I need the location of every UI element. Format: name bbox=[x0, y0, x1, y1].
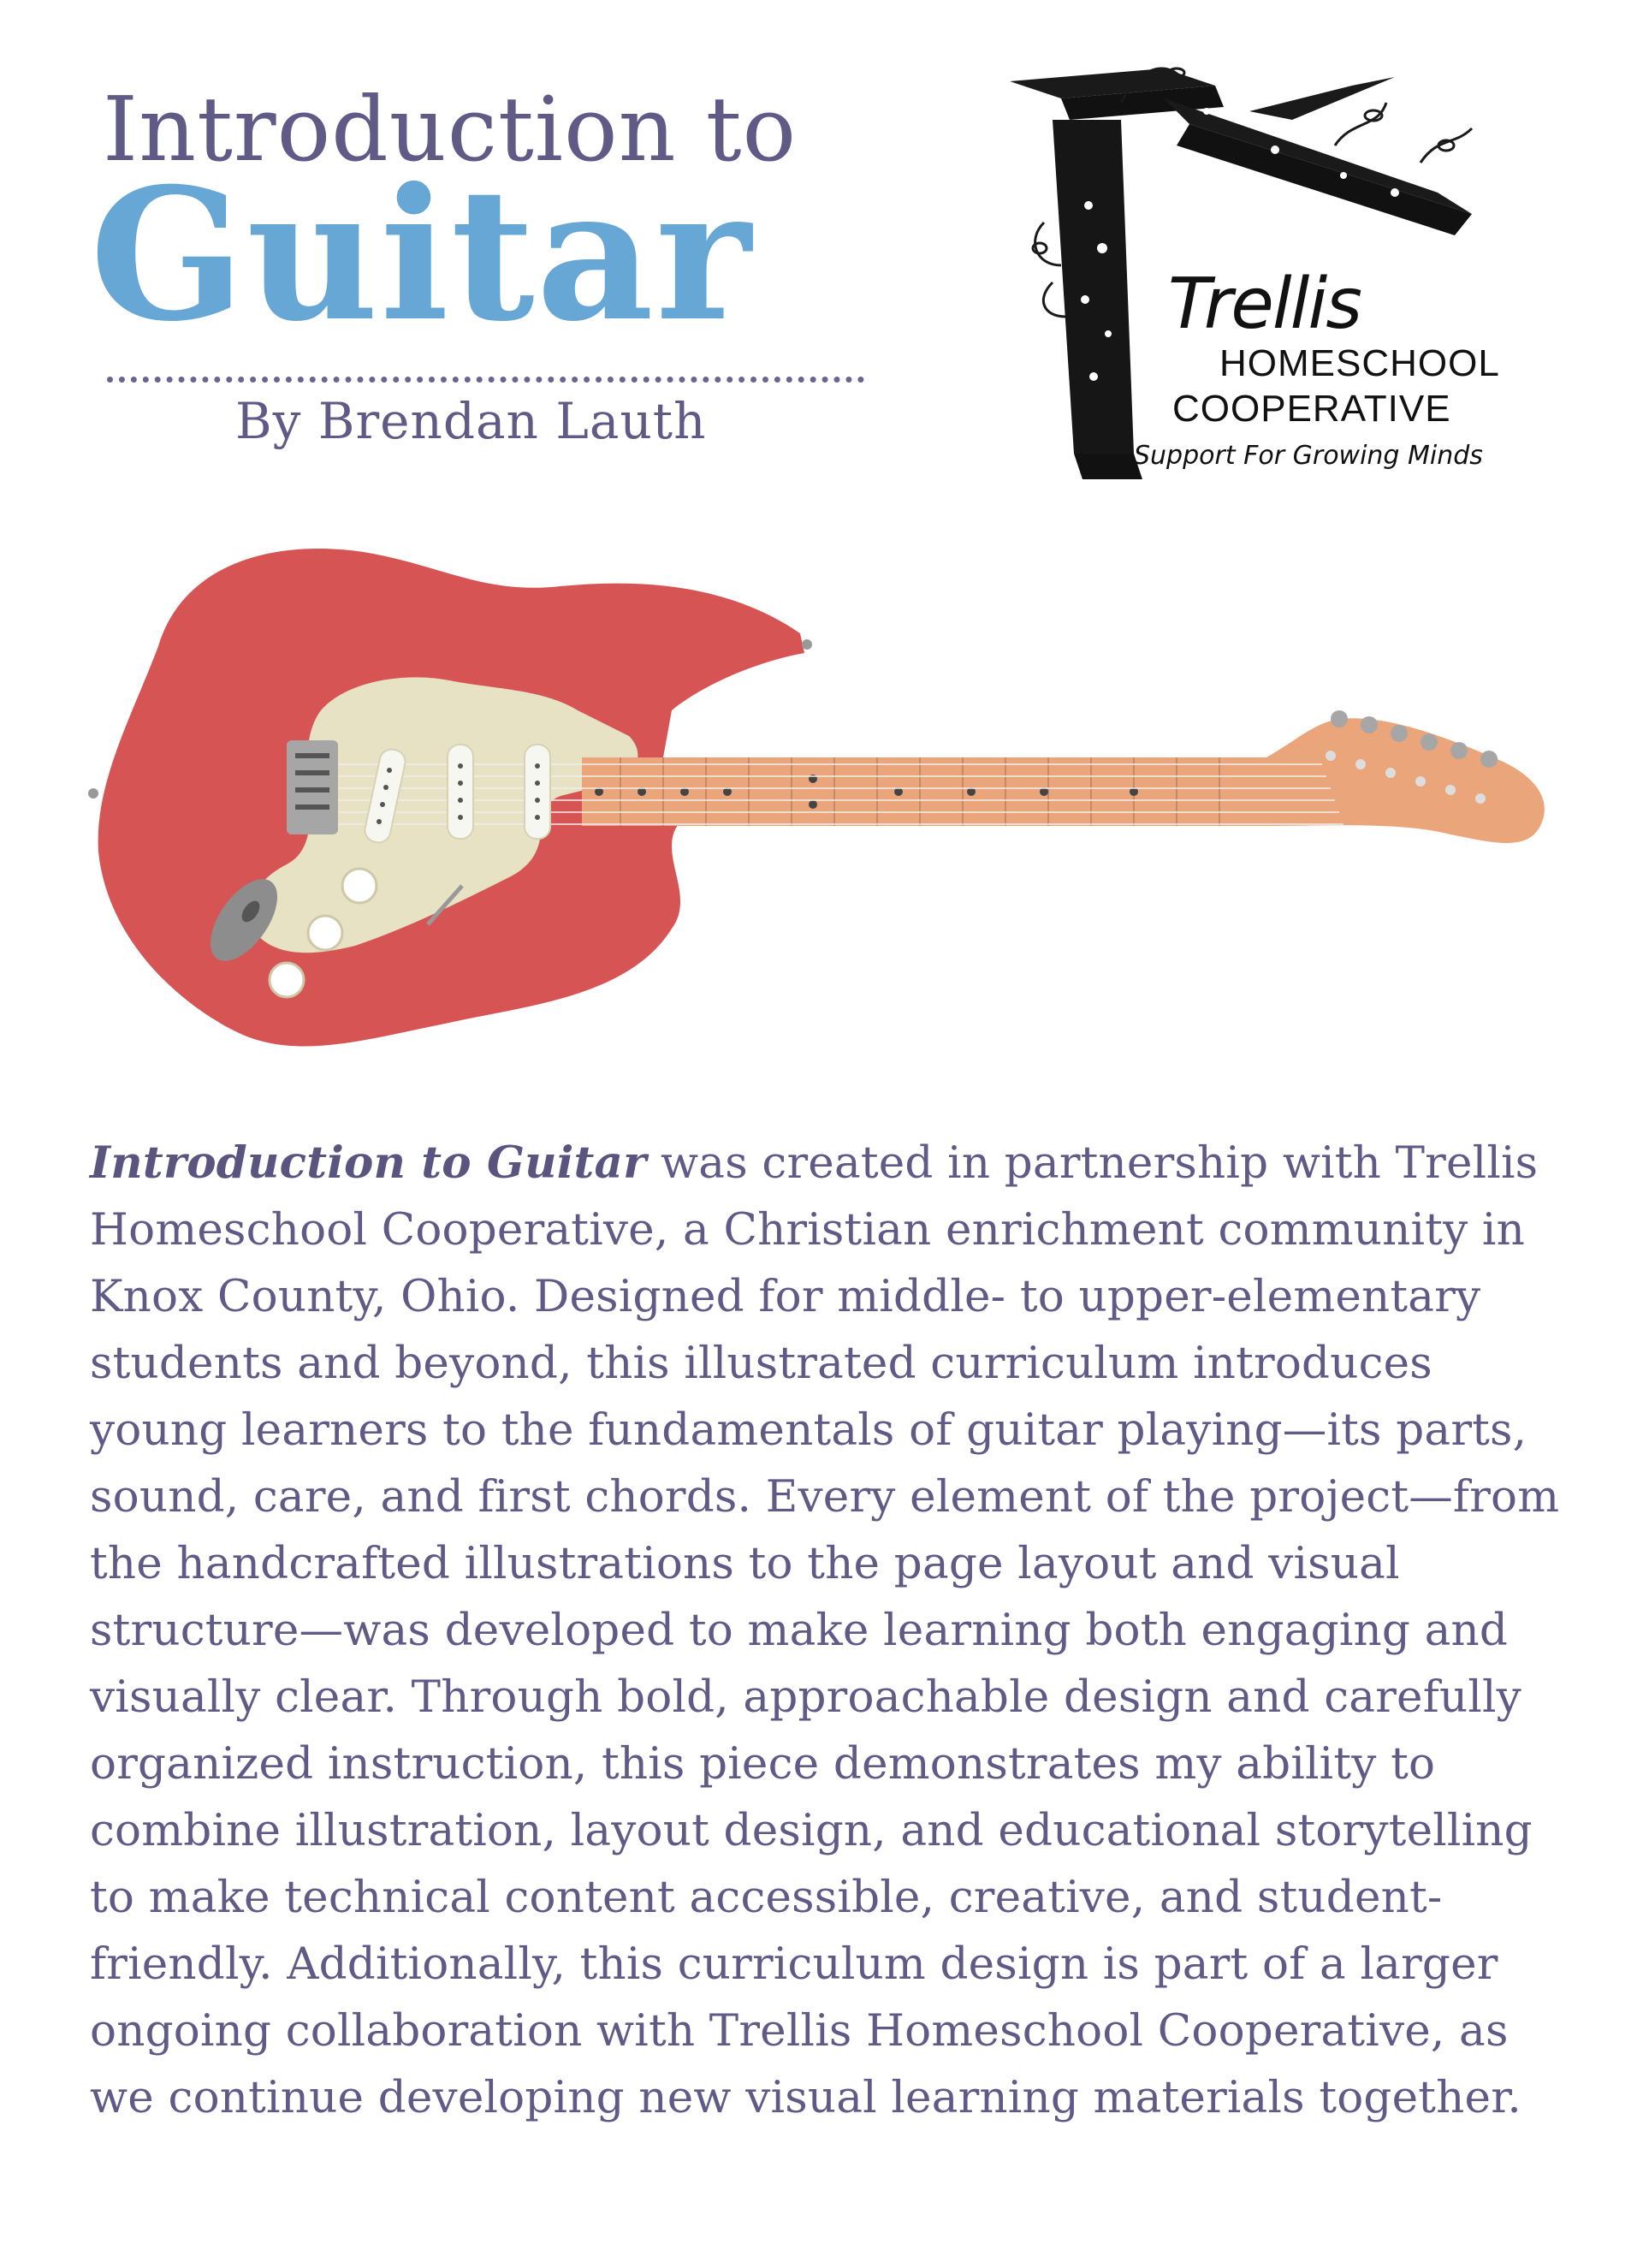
electric-guitar-icon bbox=[81, 526, 1553, 1057]
byline: By Brendan Lauth bbox=[235, 392, 707, 450]
description-text: was created in partnership with Trellis Homeschool Cooperative, a Christian enrichment community in Knox County, Ohio. Designed for middle- to upper-elementary students and beyond, this illustrated curriculum introduces young learners to the fundamentals of guitar playing—its parts, sound, care, and first chords. Every element of the project—from the handcrafted illustrations to the page layout and visual structure—was developed to make learning both engaging and visually clear. Through bold, approachable design and carefully organized instruction, this piece demonstrates my ability to combine illustration, layout design, and educational storytelling to make technical content accessible, creative, and student-friendly. Additionally, this curriculum design is part of a larger ongoing collaboration with Trellis Homeschool Cooperative, as we continue developing new visual learning materials together. bbox=[90, 1137, 1560, 2123]
logo-wordmark: Trellis bbox=[1168, 264, 1361, 345]
logo-line2: COOPERATIVE bbox=[1172, 388, 1451, 430]
title-line1: Introduction to bbox=[103, 77, 798, 181]
description-paragraph bbox=[90, 1130, 1583, 2131]
guitar-illustration bbox=[81, 526, 1553, 1057]
description-title: Introduction to Guitar bbox=[90, 1137, 647, 1189]
logo-line1: HOMESCHOOL bbox=[1219, 342, 1500, 384]
title-divider bbox=[107, 377, 864, 383]
page-title: Guitar bbox=[90, 148, 753, 361]
trellis-logo bbox=[993, 51, 1540, 479]
logo-tagline: Support For Growing Minds bbox=[1134, 441, 1483, 471]
